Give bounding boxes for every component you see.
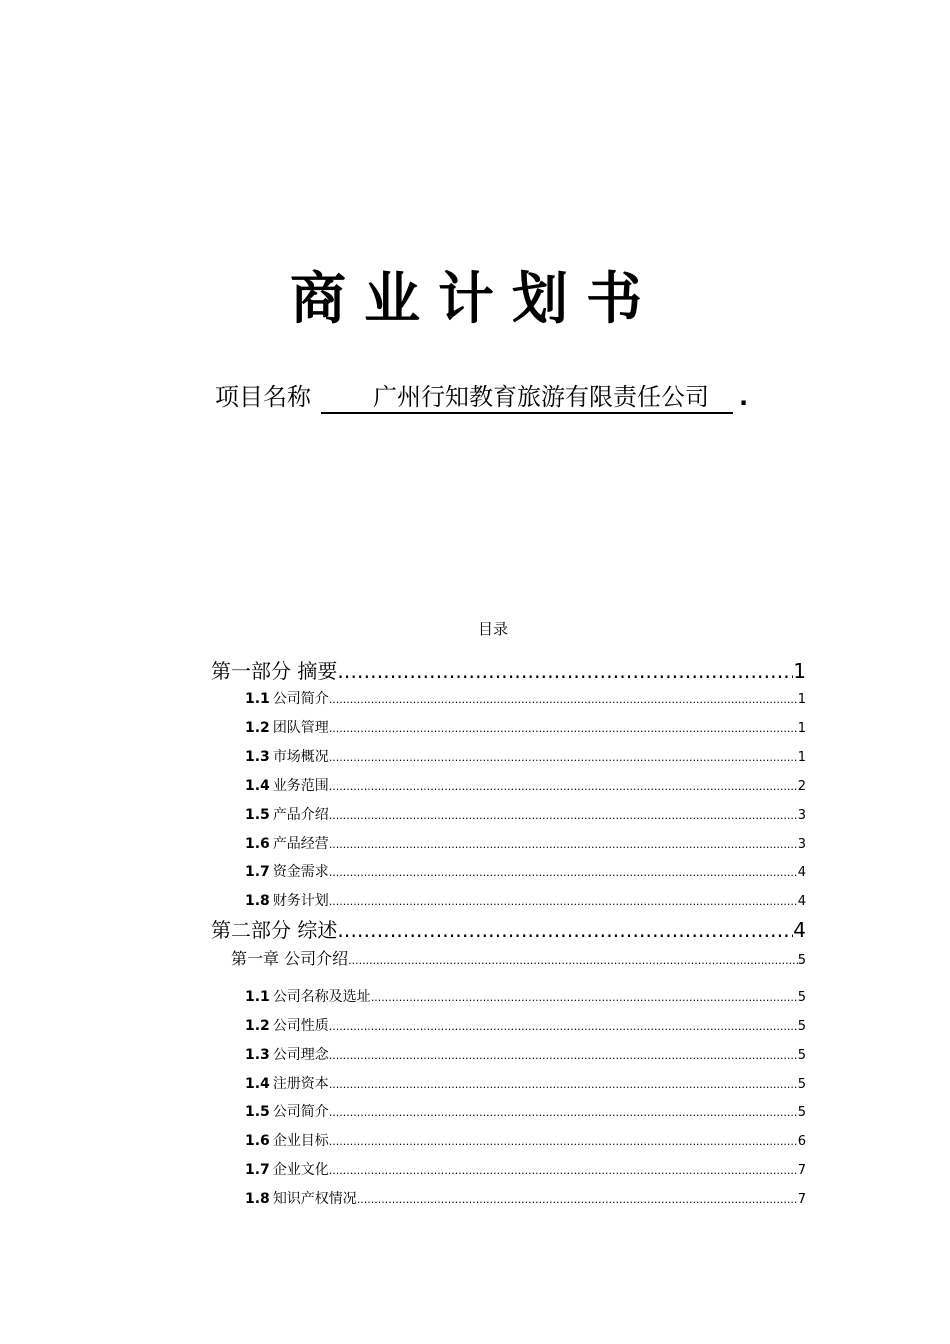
toc-entry-number: 1.6 [245, 1133, 270, 1149]
toc-entry-title [245, 689, 329, 709]
toc-dot-leader [329, 719, 798, 739]
toc-page-number: 1 [797, 721, 806, 736]
toc-dot-leader [329, 1103, 798, 1123]
toc-entry-text: 知识产权情况 [272, 1191, 357, 1207]
toc-page-number: 6 [797, 1134, 806, 1149]
toc-dot-leader [329, 863, 798, 883]
toc-page-number: 7 [797, 1192, 806, 1207]
toc-dot-leader [357, 1190, 798, 1210]
toc-page-number: 5 [797, 953, 806, 968]
toc-entry-title [231, 948, 348, 970]
toc-dot-leader [329, 777, 798, 797]
toc-entry-title [245, 1160, 329, 1180]
toc-entry-text: 第一部分 摘要 [211, 659, 338, 683]
toc-entry-text: 企业目标 [272, 1133, 329, 1149]
toc-entry[interactable] [245, 1189, 806, 1210]
toc-entry-title [245, 987, 371, 1007]
toc-entry[interactable] [211, 917, 806, 943]
toc-dot-leader [329, 1161, 798, 1181]
toc-entry-title [245, 1074, 329, 1094]
toc-entry-title [245, 862, 329, 882]
toc-page-number: 1 [797, 692, 806, 707]
toc-entry-text: 市场概况 [272, 749, 329, 765]
toc-entry-title [245, 776, 329, 796]
toc-entry-text: 企业文化 [272, 1162, 329, 1178]
toc-dot-leader [337, 917, 793, 943]
toc-entry-text: 第一章 公司介绍 [231, 949, 349, 968]
toc-entry[interactable] [231, 948, 806, 972]
toc-entry[interactable] [245, 891, 806, 912]
toc-entry[interactable] [245, 805, 806, 826]
toc-page-number: 1 [797, 750, 806, 765]
toc-entry-title [245, 718, 329, 738]
toc-entry[interactable] [245, 689, 806, 710]
toc-entry[interactable] [245, 776, 806, 797]
toc-entry-title [245, 834, 329, 854]
toc-entry[interactable] [245, 1131, 806, 1152]
toc-entry-number: 1.1 [245, 691, 270, 707]
toc-entry-number: 1.2 [245, 1018, 270, 1034]
toc-entry-title [245, 1016, 329, 1036]
toc-dot-leader [329, 690, 798, 710]
toc-entry[interactable] [245, 1074, 806, 1095]
underline-tail [709, 390, 733, 414]
toc-entry-text: 公司名称及选址 [272, 989, 371, 1005]
toc-entry-title [245, 1045, 329, 1065]
toc-entry[interactable] [245, 1045, 806, 1066]
toc-entry-number: 1.3 [245, 749, 270, 765]
toc-dot-leader [329, 892, 798, 912]
toc-dot-leader [329, 835, 798, 855]
toc-entry-number: 1.8 [245, 893, 270, 909]
toc-page-number: 4 [797, 865, 806, 880]
toc-dot-leader [329, 1132, 798, 1152]
project-end-mark: . [739, 383, 749, 411]
toc-entry-title [245, 805, 329, 825]
toc-dot-leader [329, 806, 798, 826]
toc-entry-text: 团队管理 [272, 720, 329, 736]
toc-page-number: 5 [797, 1077, 806, 1092]
toc-entry[interactable] [245, 834, 806, 855]
toc-entry-number: 1.1 [245, 989, 270, 1005]
toc-entry-number: 1.4 [245, 1076, 270, 1092]
toc-entry-number: 1.4 [245, 778, 270, 794]
toc-entry[interactable] [245, 1102, 806, 1123]
underline-lead [321, 390, 373, 414]
toc-entry-text: 公司理念 [272, 1047, 329, 1063]
toc-dot-leader [329, 1017, 798, 1037]
toc-entry-title [211, 917, 337, 943]
toc-page-number: 5 [797, 1048, 806, 1063]
toc-entry-title [245, 891, 329, 911]
toc-entry[interactable] [245, 1160, 806, 1181]
toc-entry[interactable] [245, 987, 806, 1008]
toc-entry-text: 财务计划 [272, 893, 329, 909]
toc-entry-number: 1.7 [245, 864, 270, 880]
toc-entry-text: 第二部分 综述 [211, 918, 338, 942]
toc-entry-text: 公司简介 [272, 1104, 329, 1120]
toc-entry[interactable] [245, 862, 806, 883]
toc-heading: 目录 [477, 620, 508, 638]
toc-entry-number: 1.2 [245, 720, 270, 736]
toc-page-number: 4 [797, 894, 806, 909]
toc-entry-number: 1.3 [245, 1047, 270, 1063]
toc-page-number: 5 [797, 1019, 806, 1034]
toc-dot-leader [329, 1075, 798, 1095]
toc-entry-text: 产品介绍 [272, 807, 329, 823]
toc-page-number: 5 [797, 1105, 806, 1120]
toc-page-number: 2 [797, 779, 806, 794]
toc-entry-number: 1.5 [245, 1104, 270, 1120]
toc-entry-text: 公司性质 [272, 1018, 329, 1034]
toc-page-number: 3 [797, 808, 806, 823]
toc-dot-leader [329, 748, 798, 768]
toc-entry[interactable] [245, 747, 806, 768]
toc-dot-leader [371, 988, 798, 1008]
project-label: 项目名称 [215, 383, 311, 411]
toc-entry-text: 产品经营 [272, 836, 329, 852]
toc-page-number: 4 [793, 918, 806, 942]
toc-entry-title [245, 747, 329, 767]
document-title: 商业计划书 [290, 267, 660, 332]
toc-page-number: 3 [797, 837, 806, 852]
toc-entry-text: 公司简介 [272, 691, 329, 707]
project-name: 广州行知教育旅游有限责任公司 [373, 382, 709, 414]
toc-entry-text: 资金需求 [272, 864, 329, 880]
toc-entry-title [211, 658, 337, 684]
toc-entry-number: 1.5 [245, 807, 270, 823]
toc-dot-leader [337, 658, 793, 684]
toc-entry-title [245, 1102, 329, 1122]
toc-entry[interactable] [245, 718, 806, 739]
toc-entry-text: 业务范围 [272, 778, 329, 794]
toc-entry-text: 注册资本 [272, 1076, 329, 1092]
toc-entry-number: 1.6 [245, 836, 270, 852]
toc-entry[interactable] [211, 658, 806, 684]
toc-entry[interactable] [245, 1016, 806, 1037]
toc-entry-title [245, 1131, 329, 1151]
toc-dot-leader [329, 1046, 798, 1066]
toc-page-number: 7 [797, 1163, 806, 1178]
toc-page-number: 1 [793, 659, 806, 683]
toc-entry-title [245, 1189, 357, 1209]
toc-dot-leader [348, 950, 798, 972]
toc-entry-number: 1.7 [245, 1162, 270, 1178]
project-name-line [215, 382, 815, 416]
toc-page-number: 5 [797, 990, 806, 1005]
toc-entry-number: 1.8 [245, 1191, 270, 1207]
